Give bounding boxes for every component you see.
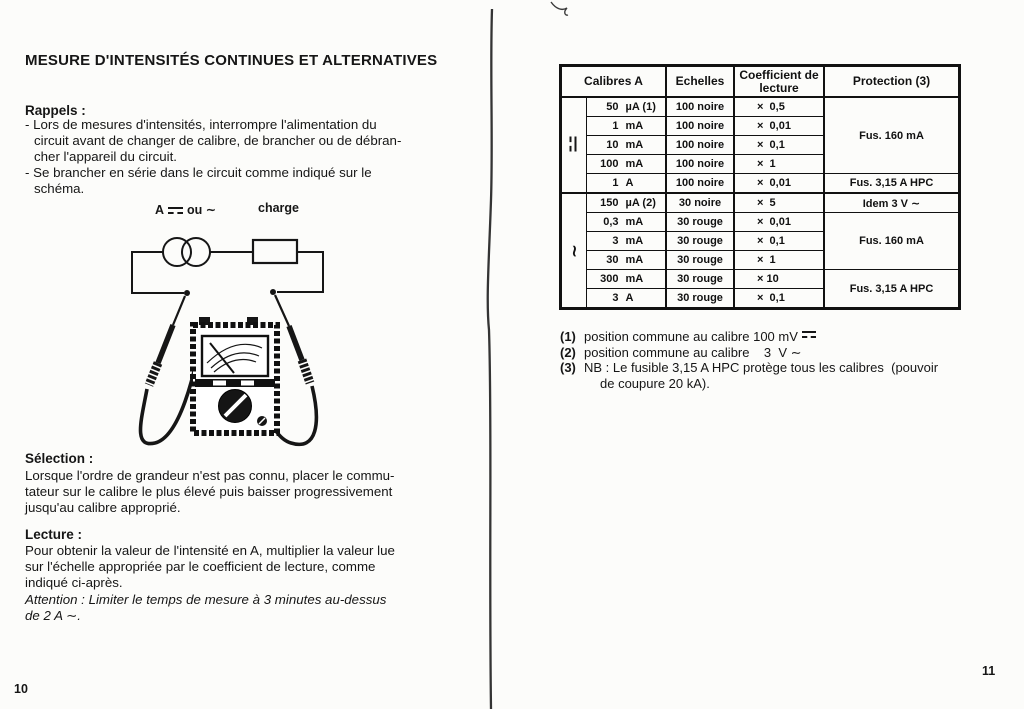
text-line: - Se brancher en série dans le circuit comme indiqué sur le	[25, 165, 372, 180]
calibre-value: 50	[606, 101, 619, 113]
attention-note	[25, 592, 471, 624]
echelle-cell: 100 noire	[666, 155, 734, 174]
ac-group-cell	[561, 193, 586, 308]
echelle-cell: 100 noire	[666, 174, 734, 194]
header-coefficient-line1: Coefficient de	[739, 67, 819, 82]
header-coefficient-line2: lecture	[759, 80, 799, 95]
header-echelles: Echelles	[666, 66, 734, 97]
echelle-cell: 30 noire	[666, 193, 734, 213]
header-coefficient	[734, 66, 824, 97]
lecture-paragraph	[25, 543, 471, 591]
table-row	[561, 97, 959, 117]
echelle-cell: 100 noire	[666, 97, 734, 117]
footnote-text: position commune au calibre 3 V ∼	[584, 344, 802, 360]
calibre-value: 10	[606, 139, 619, 151]
footnote-text: position commune au calibre 100 mV	[584, 329, 798, 344]
header-protection: Protection (3)	[824, 66, 959, 97]
header-calibres: Calibres A	[561, 66, 666, 97]
table-header-row	[561, 66, 959, 97]
text-line: Pour obtenir la valeur de l'intensité en A, multiplier la valeur lue	[25, 543, 395, 558]
calibre-unit: mA	[625, 158, 644, 170]
meter-label-a: A	[155, 203, 165, 217]
table-row	[561, 193, 959, 213]
coefficient-cell: × 0,1	[734, 289, 824, 309]
text-line: Lorsque l'ordre de grandeur n'est pas connu, placer le commu-	[25, 468, 395, 483]
coefficient-cell: × 0,1	[734, 136, 824, 155]
calibre-unit: mA	[625, 254, 644, 266]
coefficient-cell: × 10	[734, 270, 824, 289]
protection-cell: Fus. 3,15 A HPC	[824, 174, 959, 194]
coefficient-cell: × 0,01	[734, 213, 824, 232]
text-line: circuit avant de changer de calibre, de brancher ou de débran-	[34, 133, 402, 148]
text-line: de 2 A ∼.	[25, 608, 81, 623]
coefficient-cell: × 0,01	[734, 174, 824, 194]
dc-icon	[569, 137, 579, 152]
multimeter	[193, 317, 277, 433]
calibre-value: 300	[600, 273, 619, 285]
calibre-value: 150	[600, 197, 619, 209]
text-line: indiqué ci-après.	[25, 575, 123, 590]
page-fold-line	[488, 9, 492, 709]
calibre-unit: mA	[625, 235, 644, 247]
calibre-value: 3	[612, 292, 619, 304]
calibre-unit: µA (1)	[625, 101, 656, 113]
text-line: Attention : Limiter le temps de mesure à 3 minutes au-dessus	[25, 592, 387, 607]
calibre-unit: mA	[625, 216, 644, 228]
contact-dot	[184, 290, 190, 296]
footnote-1	[560, 329, 1000, 345]
contact-dot	[270, 289, 276, 295]
echelle-cell: 100 noire	[666, 136, 734, 155]
coefficient-cell: × 1	[734, 251, 824, 270]
coefficient-cell: × 5	[734, 193, 824, 213]
text-line: - Lors de mesures d'intensités, interrompre l'alimentation du	[25, 117, 377, 132]
calibration-table	[560, 65, 960, 309]
calibre-value: 1	[612, 177, 619, 189]
rappels-heading: Rappels :	[25, 103, 86, 118]
footnote-marker: (1)	[560, 329, 576, 344]
rappels-paragraph	[25, 117, 471, 197]
text-line: cher l'appareil du circuit.	[34, 149, 177, 164]
table-row	[561, 213, 959, 232]
meter-label-rest: ou ∼	[187, 203, 217, 217]
echelle-cell: 30 rouge	[666, 232, 734, 251]
protection-cell: Fus. 3,15 A HPC	[824, 270, 959, 309]
echelle-cell: 30 rouge	[666, 213, 734, 232]
calibre-value: 3	[612, 235, 619, 247]
circuit-diagram	[95, 193, 395, 455]
page-number-right: 11	[982, 664, 996, 678]
calibre-value: 30	[606, 254, 619, 266]
coefficient-cell: × 0,5	[734, 97, 824, 117]
footnote-text: de coupure 20 kA).	[600, 375, 710, 391]
page-number-left: 10	[14, 682, 28, 696]
dc-icon	[802, 329, 816, 339]
calibre-unit: mA	[625, 273, 644, 285]
protection-cell: Idem 3 V ∼	[824, 193, 959, 213]
table-row	[561, 174, 959, 194]
selection-heading: Sélection :	[25, 451, 94, 466]
text-line: sur l'échelle appropriée par le coefficient de lecture, comme	[25, 559, 376, 574]
calibre-unit: mA	[625, 139, 644, 151]
text-line: jusqu'au calibre approprié.	[25, 500, 181, 515]
selection-paragraph	[25, 468, 471, 516]
diagram-load-label: charge	[258, 201, 299, 215]
calibre-value: 100	[600, 158, 619, 170]
footnote-marker: (3)	[560, 360, 576, 376]
protection-cell: Fus. 160 mA	[824, 213, 959, 270]
footnote-text: NB : Le fusible 3,15 A HPC protège tous les calibres (pouvoir	[584, 360, 939, 376]
text-line: schéma.	[34, 181, 85, 196]
pen-mark	[551, 2, 568, 15]
dc-group-cell	[561, 97, 586, 193]
footnote-marker: (2)	[560, 344, 576, 360]
table-row	[561, 270, 959, 289]
footnote-2	[560, 345, 1000, 361]
footnote-3-continuation	[560, 376, 1000, 392]
coefficient-cell: × 0,1	[734, 232, 824, 251]
echelle-cell: 30 rouge	[666, 251, 734, 270]
protection-cell: Fus. 160 mA	[824, 97, 959, 174]
footnote-3	[560, 360, 1000, 376]
calibre-unit: A	[625, 292, 634, 304]
footnotes	[560, 329, 1000, 391]
echelle-cell: 30 rouge	[666, 270, 734, 289]
coefficient-cell: × 0,01	[734, 117, 824, 136]
echelle-cell: 100 noire	[666, 117, 734, 136]
calibre-value: 0,3	[603, 216, 619, 228]
lecture-heading: Lecture :	[25, 527, 83, 542]
calibre-unit: mA	[625, 120, 644, 132]
calibre-unit: µA (2)	[625, 197, 656, 209]
ac-icon: ∼	[564, 243, 584, 258]
calibre-value: 1	[612, 120, 619, 132]
text-line: tateur sur le calibre le plus élevé puis baisser progressivement	[25, 484, 393, 499]
echelle-cell: 30 rouge	[666, 289, 734, 309]
page-title: MESURE D'INTENSITÉS CONTINUES ET ALTERNATIVES	[25, 52, 438, 69]
coefficient-cell: × 1	[734, 155, 824, 174]
calibre-unit: A	[625, 177, 634, 189]
load-box	[253, 240, 297, 263]
